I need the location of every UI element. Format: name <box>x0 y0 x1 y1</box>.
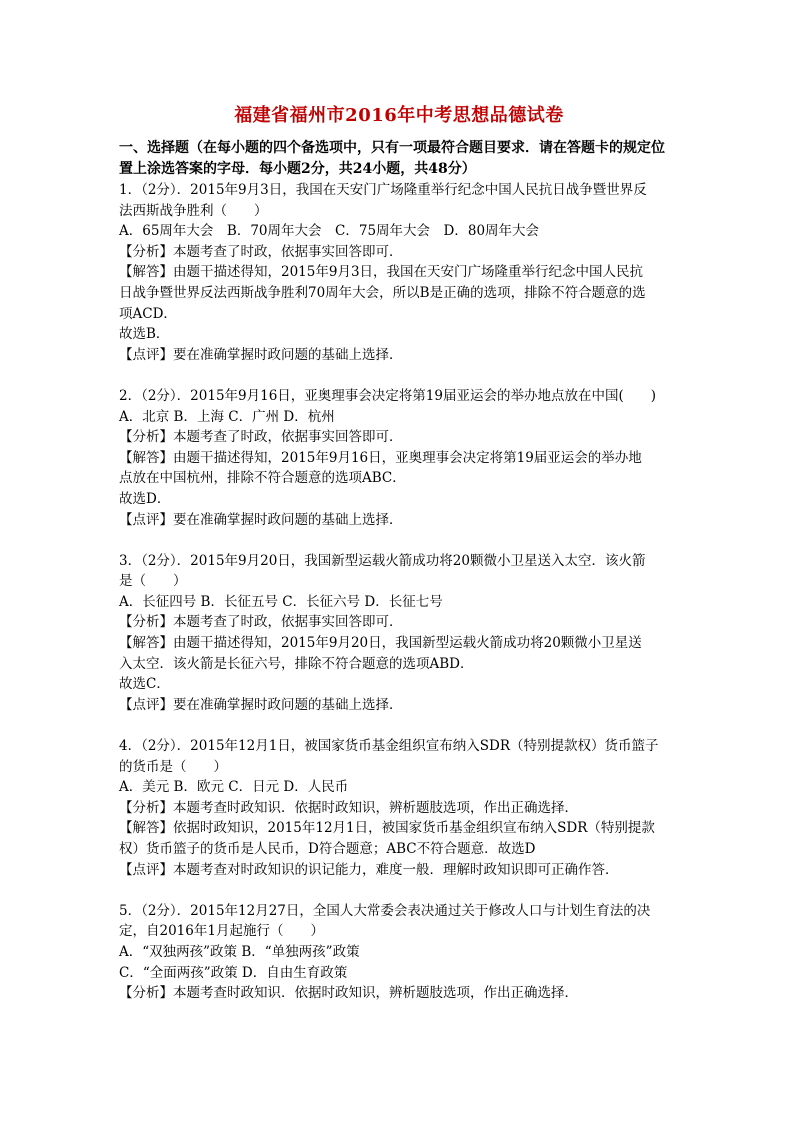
question-line: 法西斯战争胜利（ ） <box>119 202 268 219</box>
answer-line: 【解答】由题干描述得知，2015年9月20日，我国新型运载火箭成功将20颗微小卫星送 <box>119 635 642 652</box>
answer-line: 日战争暨世界反法西斯战争胜利70周年大会，所以B是正确的选项，排除不符合题意的选 <box>119 284 646 301</box>
question-4 <box>119 736 679 880</box>
analysis-line: 【分析】本题考查时政知识．依据时政知识，辨析题肢选项，作出正确选择． <box>119 985 578 1002</box>
options-line: A．美元 B．欧元 C．日元 D．人民币 <box>119 779 349 796</box>
choice-line: 故选B． <box>119 326 170 343</box>
answer-line: 【解答】由题干描述得知，2015年9月3日，我国在天安门广场隆重举行纪念中国人民抗 <box>119 264 644 281</box>
question-1 <box>119 180 679 365</box>
analysis-line: 【分析】本题考查了时政，依据事实回答即可． <box>119 614 403 631</box>
question-line: 定，自2016年1月起施行（ ） <box>119 923 324 940</box>
document-body <box>119 100 679 1004</box>
question-line: 2．（2分）．2015年9月16日，亚奥理事会决定将第19届亚运会的举办地点放在中国( ) <box>119 387 657 404</box>
question-3 <box>119 551 679 716</box>
analysis-line: 【分析】本题考查时政知识．依据时政知识，辨析题肢选项，作出正确选择． <box>119 799 578 816</box>
spacer <box>119 880 679 901</box>
answer-line: 权）货币篮子的货币是人民币，D符合题意；ABC不符合题意．故选D <box>119 841 536 857</box>
spacer <box>119 365 679 386</box>
question-line: 4．（2分）．2015年12月1日，被国家货币基金组织宣布纳入SDR（特别提款权）货币篮子 <box>119 738 659 755</box>
section-heading-line-1: 一、选择题（在每小题的四个备选项中，只有一项最符合题目要求．请在答题卡的规定位 <box>119 140 665 156</box>
comment-line: 【点评】要在准确掌握时政问题的基础上选择． <box>119 511 403 528</box>
answer-line: 【解答】依据时政知识，2015年12月1日，被国家货币基金组织宣布纳入SDR（特别提款 <box>119 820 655 837</box>
comment-line: 【点评】要在准确掌握时政问题的基础上选择． <box>119 696 403 713</box>
options-line: A．“双独两孩”政策 B．“单独两孩”政策 <box>119 943 360 960</box>
section-heading-line-2: 置上涂选答案的字母．每小题2分，共24小题，共48分） <box>119 161 476 177</box>
options-line: C．“全面两孩”政策 D．自由生育政策 <box>119 964 348 981</box>
choice-line: 故选D． <box>119 490 171 507</box>
options-line: A．长征四号 B．长征五号 C．长征六号 D．长征七号 <box>119 593 443 610</box>
exam-title: 福建省福州市2016年中考思想品德试卷 <box>234 105 564 126</box>
spacer <box>119 715 679 736</box>
spacer <box>119 530 679 551</box>
choice-line: 故选C． <box>119 676 170 693</box>
answer-line: 项ACD． <box>119 305 177 322</box>
options-line: A．北京 B．上海 C．广州 D．杭州 <box>119 408 335 425</box>
analysis-line: 【分析】本题考查了时政，依据事实回答即可． <box>119 243 403 260</box>
answer-line: 点放在中国杭州，排除不符合题意的选项ABC． <box>119 470 406 487</box>
analysis-line: 【分析】本题考查了时政，依据事实回答即可． <box>119 429 403 446</box>
question-line: 3．（2分）．2015年9月20日，我国新型运载火箭成功将20颗微小卫星送入太空．该火箭 <box>119 552 646 569</box>
comment-line: 【点评】要在准确掌握时政问题的基础上选择． <box>119 346 403 363</box>
answer-line: 入太空．该火箭是长征六号，排除不符合题意的选项ABD． <box>119 655 474 672</box>
question-line: 5．（2分）．2015年12月27日，全国人大常委会表决通过关于修改人口与计划生育法的决 <box>119 902 651 919</box>
question-line: 是（ ） <box>119 573 187 590</box>
question-2 <box>119 386 679 530</box>
options-line: A．65周年大会 B．70周年大会 C．75周年大会 D．80周年大会 <box>119 223 540 240</box>
answer-line: 【解答】由题干描述得知，2015年9月16日，亚奥理事会决定将第19届亚运会的举办地 <box>119 449 642 466</box>
question-line: 1．（2分）．2015年9月3日，我国在天安门广场隆重举行纪念中国人民抗日战争暨世界反 <box>119 182 647 198</box>
question-5 <box>119 901 679 1004</box>
comment-line: 【点评】本题考查对时政知识的识记能力，难度一般．理解时政知识即可正确作答． <box>119 861 619 878</box>
question-line: 的货币是（ ） <box>119 758 227 775</box>
